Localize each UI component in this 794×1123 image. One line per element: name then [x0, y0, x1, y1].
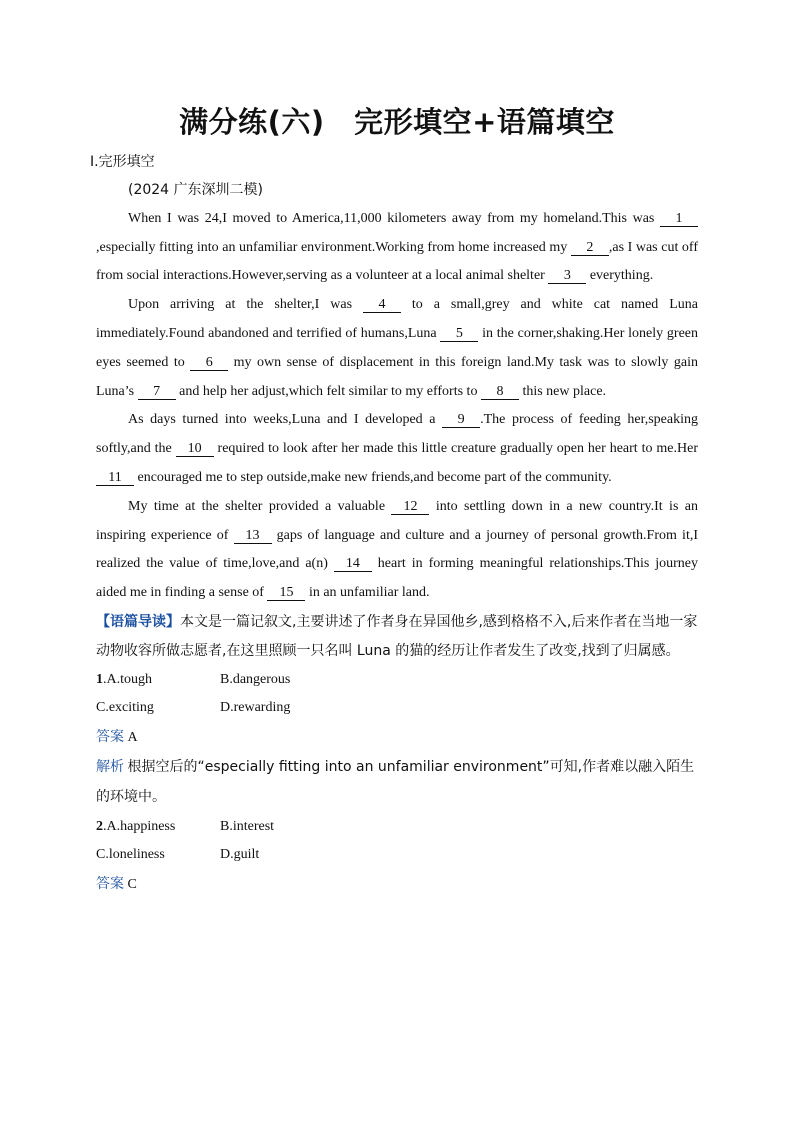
text-run: As days turned into weeks,Luna and I developed a	[128, 412, 443, 428]
blank-7: 7	[138, 385, 176, 400]
text-run: required to look after her made this little creature gradually open her heart to me.Her	[213, 441, 698, 457]
text-run: Upon arriving at the shelter,I was	[128, 297, 363, 313]
option-row	[96, 813, 698, 842]
passage-paragraph-4	[96, 493, 698, 608]
page-title: 满分练(六) 完形填空+语篇填空	[179, 105, 615, 139]
blank-11: 11	[96, 471, 134, 486]
question-number: 1	[96, 671, 103, 687]
option-c: C.exciting	[96, 700, 154, 716]
text-run: into settling down in a new country.It is an inspiring experience of	[96, 498, 699, 543]
text-run: encouraged me to step outside,make new friends,and become part of the community.	[134, 469, 612, 485]
option-row	[96, 666, 698, 695]
text-run: .The process of feeding her,speaking softly,and the	[96, 412, 698, 457]
text-run: When I was 24,I moved to America,11,000 kilometers away from my homeland.This was	[128, 210, 660, 226]
document-page	[90, 100, 699, 900]
option-a: 1.A.tough	[96, 671, 152, 687]
blank-1: 1	[660, 212, 698, 227]
option-d: D.guilt	[220, 847, 260, 863]
text-run: in the corner,shaking.Her lonely green eyes seemed to	[96, 325, 699, 370]
option-row	[96, 694, 698, 723]
blank-12: 12	[391, 500, 429, 515]
blank-3: 3	[548, 269, 586, 284]
option-text: A.happiness	[106, 818, 176, 834]
blank-10: 10	[176, 442, 214, 457]
text-run: in an unfamiliar land.	[305, 585, 430, 601]
option-c: C.loneliness	[96, 847, 165, 863]
answer-value: A	[127, 730, 138, 746]
text-run: this new place.	[518, 383, 607, 399]
blank-6: 6	[190, 356, 228, 371]
question-1	[96, 666, 698, 813]
section-heading: Ⅰ.完形填空	[90, 154, 155, 170]
reading-guide-tag: 【语篇导读】	[96, 613, 180, 630]
blank-5: 5	[440, 327, 478, 342]
text-run: to a small,grey and white cat named Luna immediately.Found abandoned and terrified of humans,Luna	[96, 297, 699, 341]
analysis-text: 根据空后的“especially fitting into an unfamiliar environment”可知,作者难以融入陌生的环境中。	[96, 758, 695, 805]
blank-15: 15	[267, 586, 305, 601]
text-run: heart in forming meaningful relationships.This journey aided me in finding a sense of	[96, 556, 698, 601]
text-run: ,especially fitting into an unfamiliar environment.Working from home increased my	[96, 239, 571, 255]
option-text: A.tough	[106, 671, 152, 687]
passage-paragraph-1	[96, 205, 698, 291]
option-b: B.interest	[220, 818, 275, 834]
text-run: everything.	[586, 268, 654, 284]
text-run: gaps of language and culture and a journey of personal growth.From it,I realized the value of time,love,and a(n)	[96, 527, 698, 572]
question-number: 2	[96, 818, 103, 834]
answer-line	[96, 723, 698, 753]
answer-label: 答案	[96, 729, 124, 746]
passage-paragraph-2	[96, 291, 698, 406]
reading-guide	[96, 608, 698, 666]
blank-14: 14	[334, 557, 372, 572]
answer-label: 答案	[96, 876, 124, 893]
blank-8: 8	[481, 385, 519, 400]
option-b: B.dangerous	[220, 671, 291, 687]
text-run: my own sense of displacement in this foreign land.My task was to slowly gain Luna’s	[96, 354, 698, 399]
analysis-line	[96, 753, 698, 813]
text-run: My time at the shelter provided a valuable	[128, 498, 392, 514]
blank-13: 13	[234, 529, 272, 544]
question-2	[96, 813, 698, 900]
text-run: ,as I was cut off from social interactions.However,serving as a volunteer at a local animal shelter	[96, 239, 698, 284]
answer-value: C	[127, 877, 137, 893]
blank-9: 9	[442, 413, 480, 428]
option-d: D.rewarding	[220, 700, 291, 716]
text-run: and help her adjust,which felt similar to my efforts to	[175, 383, 481, 399]
answer-line	[96, 870, 698, 900]
analysis-label: 解析	[96, 758, 124, 775]
reading-guide-text: 本文是一篇记叙文,主要讲述了作者身在异国他乡,感到格格不入,后来作者在当地一家动物收容所做志愿者,在这里照顾一只名叫 Luna 的猫的经历让作者发生了改变,找到了归属感。	[96, 613, 698, 659]
source-note: (2024 广东深圳二模)	[128, 182, 264, 198]
blank-2: 2	[571, 241, 609, 256]
passage-paragraph-3	[96, 406, 698, 492]
option-row	[96, 841, 698, 870]
option-a: 2.A.happiness	[96, 818, 176, 834]
blank-4: 4	[363, 298, 401, 313]
